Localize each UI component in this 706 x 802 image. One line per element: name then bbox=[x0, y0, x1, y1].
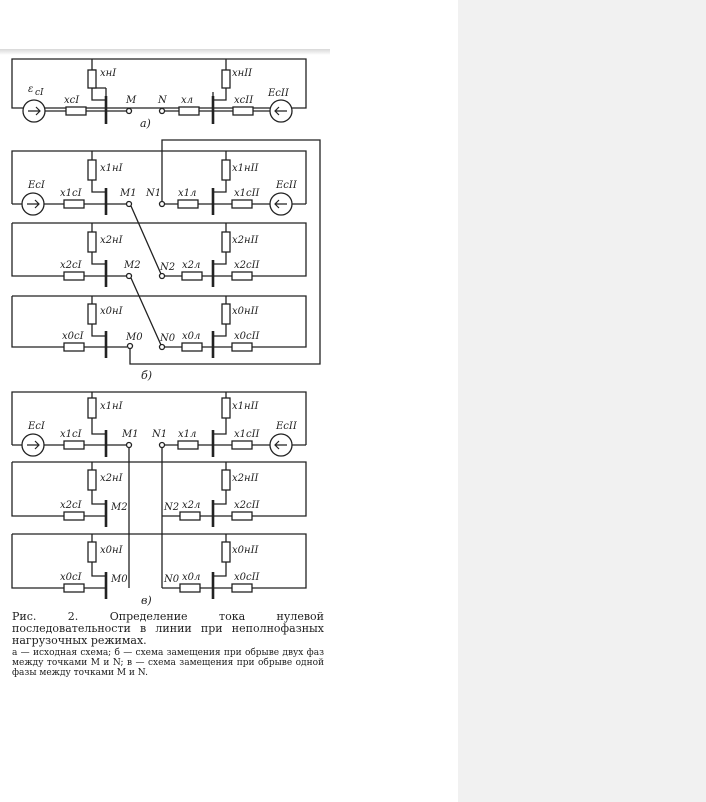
label-node-m2: M2 bbox=[111, 502, 128, 513]
label-node-n2: N2 bbox=[164, 502, 180, 513]
diagram-b-diagonals bbox=[131, 206, 161, 345]
label-sys-left-0: x0cI bbox=[62, 331, 84, 342]
label-sys-left-0: x0cI bbox=[60, 572, 82, 583]
label-source-right: EcII bbox=[268, 88, 289, 99]
resistor-x2nI bbox=[88, 470, 96, 490]
label-load-left-0: x0нI bbox=[100, 306, 123, 317]
label-node-m2: M2 bbox=[124, 260, 141, 271]
label-source-left: EcI bbox=[28, 421, 45, 432]
resistor-x0nI bbox=[88, 304, 96, 324]
resistor-x0l bbox=[180, 584, 200, 592]
resistor-x2cI bbox=[64, 272, 84, 280]
label-node-n2: N2 bbox=[160, 262, 176, 273]
label-source-left: ε bbox=[28, 84, 34, 95]
node-m0-terminal bbox=[128, 344, 133, 349]
resistor-x2l bbox=[180, 512, 200, 520]
label-sys-right-0: x0cII bbox=[234, 331, 260, 342]
node-m1-terminal bbox=[127, 443, 132, 448]
label-node-n0: N0 bbox=[164, 574, 180, 585]
side-panel bbox=[458, 0, 706, 802]
label-node-m0: M0 bbox=[111, 574, 128, 585]
label-sys-right-0: x0cII bbox=[234, 572, 260, 583]
diagram-a bbox=[12, 59, 306, 130]
resistor-x1cI bbox=[64, 200, 84, 208]
label-line-0: x0л bbox=[182, 331, 201, 342]
label-line-1: x1л bbox=[178, 188, 197, 199]
circuit-figure bbox=[0, 0, 458, 610]
resistor-x0l bbox=[182, 343, 202, 351]
sub-label-a: а) bbox=[140, 117, 151, 130]
resistor-x2cII bbox=[232, 272, 252, 280]
label-line-2: x2л bbox=[182, 500, 201, 511]
resistor-x0cII bbox=[232, 343, 252, 351]
label-load-left-1: x1нI bbox=[100, 163, 123, 174]
label-load-left-2: x2нI bbox=[100, 235, 123, 246]
resistor-x0cII bbox=[232, 584, 252, 592]
resistor-xcI bbox=[66, 107, 86, 115]
resistor-x1cI bbox=[64, 441, 84, 449]
resistor-x2nII bbox=[222, 470, 230, 490]
figure-caption bbox=[12, 611, 324, 678]
label-load-right-2: x2нII bbox=[232, 235, 259, 246]
resistor-x1nII bbox=[222, 160, 230, 180]
label-node-m1: M1 bbox=[122, 429, 139, 440]
label-load-right: xнII bbox=[232, 68, 253, 79]
diagram-b bbox=[12, 140, 320, 382]
label-sys-left-1: x1cI bbox=[60, 429, 82, 440]
label-load-left-2: x2нI bbox=[100, 473, 123, 484]
label-sys-right-1: x1cII bbox=[234, 188, 260, 199]
node-n1-terminal bbox=[160, 202, 165, 207]
label-sys-left-2: x2cI bbox=[60, 500, 82, 511]
label-sys-left: xcI bbox=[64, 95, 80, 106]
diagram-c-vertical-links bbox=[106, 445, 162, 588]
node-m2-terminal bbox=[127, 274, 132, 279]
label-load-left: xнI bbox=[100, 68, 117, 79]
resistor-x1l bbox=[178, 200, 198, 208]
resistor-x0nI bbox=[88, 542, 96, 562]
sub-label-c: в) bbox=[141, 594, 152, 607]
label-node-n1: N1 bbox=[146, 188, 162, 199]
resistor-x0cI bbox=[64, 584, 84, 592]
node-n0-terminal bbox=[160, 345, 165, 350]
diagram-c bbox=[12, 392, 306, 607]
resistor-x1nII bbox=[222, 398, 230, 418]
label-source-left: EcI bbox=[28, 180, 45, 191]
label-load-right-1: x1нII bbox=[232, 401, 259, 412]
resistor-x1nI bbox=[88, 160, 96, 180]
resistor-x0nII bbox=[222, 304, 230, 324]
resistor-x2cI bbox=[64, 512, 84, 520]
node-n2-terminal bbox=[160, 274, 165, 279]
label-node-n: N bbox=[158, 95, 167, 106]
label-load-left-0: x0нI bbox=[100, 545, 123, 556]
resistor-x0nII bbox=[222, 542, 230, 562]
label-sys-right-2: x2cII bbox=[234, 260, 260, 271]
resistor-x2nI bbox=[88, 232, 96, 252]
node-n1-terminal bbox=[160, 443, 165, 448]
load-taps-a bbox=[92, 59, 226, 100]
label-sys-right-1: x1cII bbox=[234, 429, 260, 440]
caption-title: Рис. 2. Определение тока нулевой последовательности в линии при неполнофазных нагрузочных режимах. bbox=[12, 610, 324, 647]
label-line-2: x2л bbox=[182, 260, 201, 271]
label-node-m: M bbox=[126, 95, 137, 106]
sub-label-b: б) bbox=[141, 369, 153, 382]
resistor-xnII bbox=[222, 70, 230, 88]
label-line: xл bbox=[181, 95, 194, 106]
label-line-1: x1л bbox=[178, 429, 197, 440]
resistor-x2l bbox=[182, 272, 202, 280]
label-node-m1: M1 bbox=[120, 188, 137, 199]
label-load-right-2: x2нII bbox=[232, 473, 259, 484]
diagram-c-row1-taps bbox=[92, 392, 226, 434]
label-line-0: x0л bbox=[182, 572, 201, 583]
node-m-terminal bbox=[127, 109, 132, 114]
label-load-right-0: x0нII bbox=[232, 545, 259, 556]
diagram-c-row3-frame bbox=[12, 534, 306, 588]
resistor-x0cI bbox=[64, 343, 84, 351]
label-load-right-1: x1нII bbox=[232, 163, 259, 174]
label-load-left-1: x1нI bbox=[100, 401, 123, 412]
node-m1-terminal bbox=[127, 202, 132, 207]
label-sys-right: xcII bbox=[234, 95, 254, 106]
label-node-m0: M0 bbox=[126, 332, 143, 343]
label-sys-left-2: x2cI bbox=[60, 260, 82, 271]
label-source-right: EcII bbox=[276, 421, 297, 432]
resistor-x1l bbox=[178, 441, 198, 449]
label-source-left-sub: cI bbox=[35, 88, 44, 98]
caption-legend: а — исходная схема; б — схема замещения при обрыве двух фаз между точками M и N; в — схема замещения при обрыве одной фазы между точками M и N. bbox=[12, 648, 324, 678]
label-sys-left-1: x1cI bbox=[60, 188, 82, 199]
resistor-x1nI bbox=[88, 398, 96, 418]
node-n-terminal bbox=[160, 109, 165, 114]
resistor-x2nII bbox=[222, 232, 230, 252]
label-source-right: EcII bbox=[276, 180, 297, 191]
diagram-c-row2-frame bbox=[12, 462, 306, 516]
label-node-n1: N1 bbox=[152, 429, 168, 440]
label-load-right-0: x0нII bbox=[232, 306, 259, 317]
resistor-x1cII bbox=[232, 200, 252, 208]
resistor-xl bbox=[179, 107, 199, 115]
label-node-n0: N0 bbox=[160, 333, 176, 344]
resistor-xnI bbox=[88, 70, 96, 88]
resistor-x2cII bbox=[232, 512, 252, 520]
label-sys-right-2: x2cII bbox=[234, 500, 260, 511]
resistor-xcII bbox=[233, 107, 253, 115]
resistor-x1cII bbox=[232, 441, 252, 449]
